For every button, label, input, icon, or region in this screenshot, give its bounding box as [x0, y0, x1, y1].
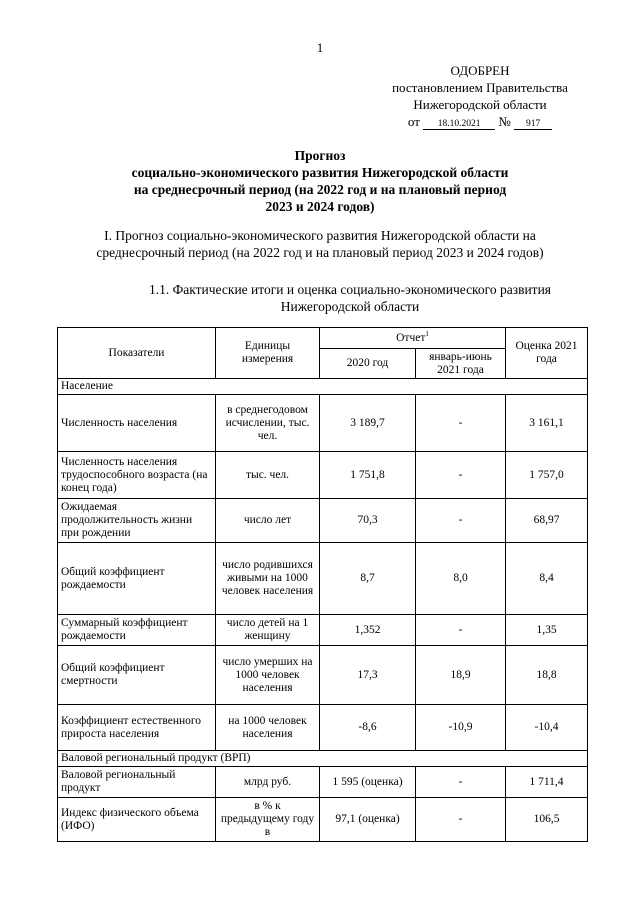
- header-2020: 2020 год: [320, 349, 416, 379]
- table-row: [58, 767, 588, 798]
- row-value-estimate: 3 161,1: [506, 395, 588, 452]
- row-unit: число лет: [216, 499, 320, 543]
- group-population: Население: [58, 379, 588, 395]
- table-row: [58, 646, 588, 705]
- row-indicator: Суммарный коэффициент рождаемости: [58, 615, 216, 646]
- row-value-jan-jun: -10,9: [416, 705, 506, 751]
- header-jan-jun-2021: январь-июнь 2021 года: [416, 349, 506, 379]
- row-value-2020: 8,7: [320, 543, 416, 615]
- row-indicator: Численность населения трудоспособного возраста (на конец года): [58, 452, 216, 499]
- document-title: [60, 147, 580, 215]
- title-line-2: социально-экономического развития Нижегородской области: [131, 165, 509, 180]
- row-value-2020: 1 751,8: [320, 452, 416, 499]
- section-line-2: среднесрочный период (на 2022 год и на плановый период 2023 и 2024 годов): [96, 245, 544, 260]
- approval-line-1: ОДОБРЕН: [450, 63, 510, 78]
- title-line-4: 2023 и 2024 годов): [265, 199, 375, 214]
- row-unit: число родившихся живыми на 1000 человек населения: [216, 543, 320, 615]
- approval-date: 18.10.2021: [423, 119, 495, 130]
- header-report-footnote: 1: [425, 329, 429, 338]
- approval-from-label: от: [407, 114, 420, 129]
- approval-line-2: постановлением Правительства: [392, 80, 568, 95]
- table-row: [58, 705, 588, 751]
- title-line-3: на среднесрочный период (на 2022 год и на плановый период: [133, 182, 507, 197]
- header-indicators: Показатели: [58, 328, 216, 379]
- row-unit: число умерших на 1000 человек населения: [216, 646, 320, 705]
- row-indicator: Общий коэффициент смертности: [58, 646, 216, 705]
- row-indicator: Ожидаемая продолжительность жизни при рождении: [58, 499, 216, 543]
- row-unit: число детей на 1 женщину: [216, 615, 320, 646]
- row-unit: в % к предыдущему году в: [216, 798, 320, 842]
- table-row: [58, 395, 588, 452]
- header-report-label: Отчет: [396, 331, 426, 344]
- row-indicator: Коэффициент естественного прироста населения: [58, 705, 216, 751]
- row-value-2020: 97,1 (оценка): [320, 798, 416, 842]
- approval-number: 917: [514, 119, 552, 130]
- row-value-jan-jun: 18,9: [416, 646, 506, 705]
- row-value-estimate: 1 711,4: [506, 767, 588, 798]
- row-value-estimate: 1 757,0: [506, 452, 588, 499]
- row-value-2020: 70,3: [320, 499, 416, 543]
- subsection-heading: [110, 281, 590, 315]
- row-value-jan-jun: -: [416, 499, 506, 543]
- approval-line-3: Нижегородской области: [413, 97, 547, 112]
- table-row: [58, 499, 588, 543]
- forecast-table: [57, 327, 588, 842]
- header-units: Единицы измерения: [216, 328, 320, 379]
- approval-number-sign: №: [498, 114, 511, 129]
- table-row: [58, 452, 588, 499]
- approval-date-line: [370, 113, 590, 130]
- row-value-jan-jun: 8,0: [416, 543, 506, 615]
- approval-stamp: [370, 62, 590, 130]
- row-value-2020: -8,6: [320, 705, 416, 751]
- row-unit: тыс. чел.: [216, 452, 320, 499]
- row-value-jan-jun: -: [416, 395, 506, 452]
- row-value-estimate: 1,35: [506, 615, 588, 646]
- table-row: [58, 543, 588, 615]
- section-heading: [60, 227, 580, 261]
- row-value-jan-jun: -: [416, 798, 506, 842]
- row-unit: на 1000 человек населения: [216, 705, 320, 751]
- page-number: 1: [316, 40, 324, 55]
- table-row: [58, 615, 588, 646]
- row-value-estimate: -10,4: [506, 705, 588, 751]
- row-value-jan-jun: -: [416, 452, 506, 499]
- header-report: [320, 328, 506, 349]
- row-unit: млрд руб.: [216, 767, 320, 798]
- title-line-1: Прогноз: [294, 148, 346, 163]
- row-value-2020: 3 189,7: [320, 395, 416, 452]
- row-indicator: Валовой региональный продукт: [58, 767, 216, 798]
- group-grp: Валовой региональный продукт (ВРП): [58, 751, 588, 767]
- row-value-2020: 1 595 (оценка): [320, 767, 416, 798]
- section-line-1: I. Прогноз социально-экономического развития Нижегородской области на: [104, 228, 536, 243]
- row-indicator: Индекс физического объема (ИФО): [58, 798, 216, 842]
- row-unit: в среднегодовом исчислении, тыс. чел.: [216, 395, 320, 452]
- row-indicator: Общий коэффициент рождаемости: [58, 543, 216, 615]
- row-value-estimate: 106,5: [506, 798, 588, 842]
- row-value-estimate: 68,97: [506, 499, 588, 543]
- row-value-estimate: 8,4: [506, 543, 588, 615]
- subsection-line-2: Нижегородской области: [280, 299, 420, 314]
- subsection-line-1: 1.1. Фактические итоги и оценка социально-экономического развития: [148, 282, 552, 297]
- header-estimate: Оценка 2021 года: [506, 328, 588, 379]
- row-indicator: Численность населения: [58, 395, 216, 452]
- row-value-jan-jun: -: [416, 767, 506, 798]
- row-value-2020: 17,3: [320, 646, 416, 705]
- row-value-2020: 1,352: [320, 615, 416, 646]
- table-row: [58, 798, 588, 842]
- row-value-estimate: 18,8: [506, 646, 588, 705]
- row-value-jan-jun: -: [416, 615, 506, 646]
